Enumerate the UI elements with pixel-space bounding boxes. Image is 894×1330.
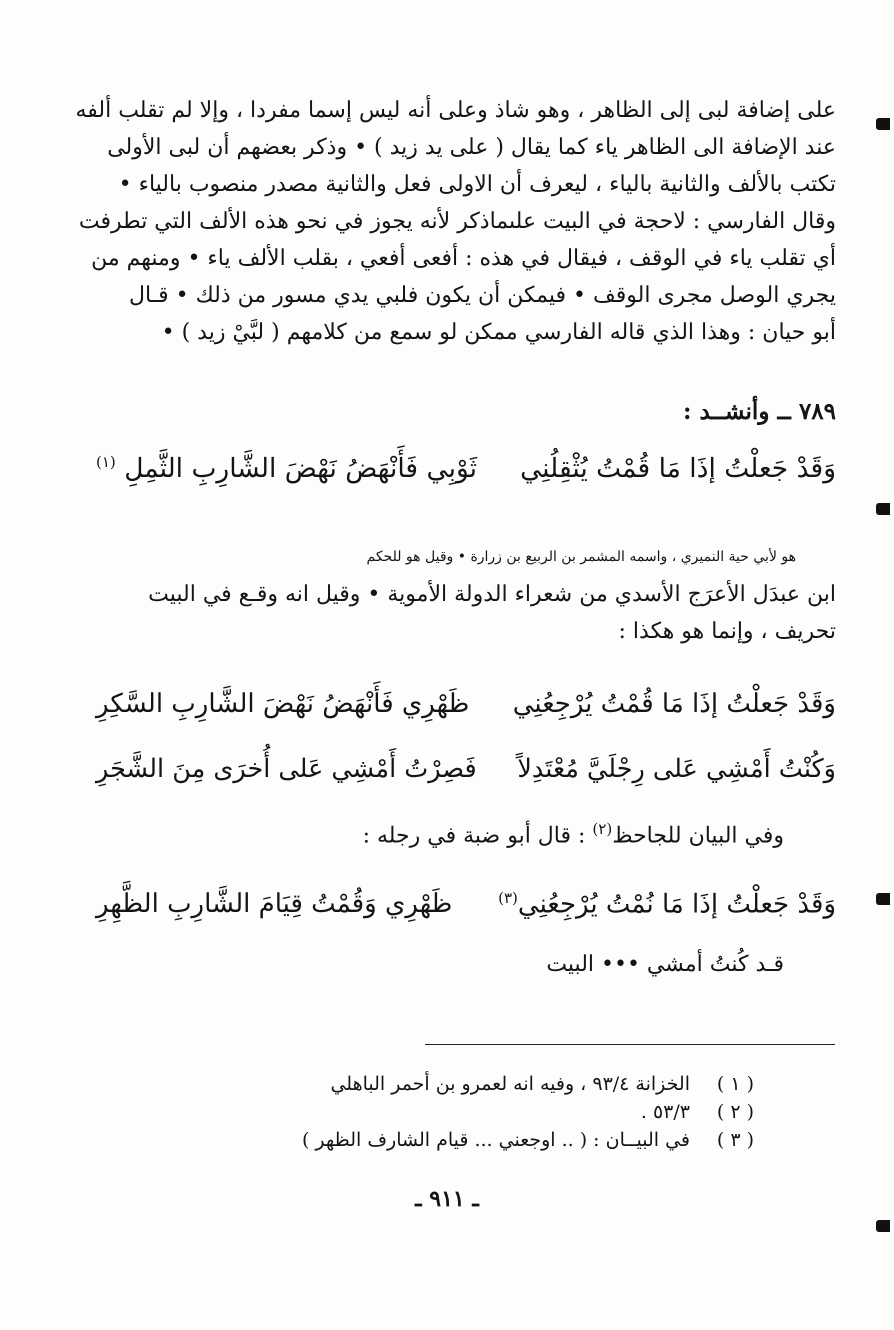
verse-second-hemistich: فَصِرْتُ أَمْشِي عَلى أُخرَى مِنَ الشَّجَرِ (96, 754, 477, 784)
text-line: أي تقلب ياء في الوقف ، فيقال في هذه : أفعى أفعي ، بقلب الألف ياء • ومنهم من (91, 246, 836, 271)
text-line: أبو حيان : وهذا الذي قاله الفارسي ممكن لو سمع من كلامهم ( لبَّيْ زيد ) • (161, 320, 836, 345)
page-number: ـ ٩١١ ـ (415, 1186, 479, 1212)
verse-line-2 (96, 680, 836, 728)
footnote-number: ( ١ ) (716, 1073, 754, 1095)
verse-first-hemistich-text: وَقَدْ جَعلْتُ إذَا مَا نُمْتُ يُرْجِعُنِي (517, 889, 836, 920)
text-line: يجري الوصل مجرى الوقف • فيمكن أن يكون فلبي يدي مسور من ذلك • قـال (129, 283, 836, 308)
footnote-number: ( ٢ ) (716, 1101, 754, 1123)
text-line: تحريف ، وإنما هو هكذا : (618, 619, 836, 644)
commentary-paragraph-2 (51, 539, 836, 650)
footnote-item (302, 1070, 754, 1098)
verse-second-hemistich: ظَهْرِي فَأَنْهَضُ نَهْضَ الشَّارِبِ السَّكِرِ (96, 689, 470, 719)
verse-line-3 (96, 745, 836, 793)
source-intro-line (363, 820, 784, 848)
footnote-marker: (٢) (592, 820, 613, 838)
margin-mark (876, 118, 890, 130)
intro-text: وفي البيان للجاحظ (612, 823, 784, 849)
text-line: على إضافة لبى إلى الظاهر ، وهو شاذ وعلى أنه ليس إسما مفردا ، وإلا لم تقلب ألفه (75, 98, 836, 123)
footnote-separator (425, 1044, 835, 1045)
verse-second-hemistich: ظَهْرِي وَقُمْتُ قِيَامَ الشَّارِبِ الظَّهِرِ (96, 889, 453, 919)
verse-line-1 (96, 444, 836, 492)
footnote-text: ٥٣/٣ . (640, 1101, 690, 1123)
commentary-paragraph-1 (51, 92, 836, 351)
verse-first-hemistich: وَكُنْتُ أَمْشِي عَلى رِجْلَيَّ مُعْتَدِلاً (517, 754, 836, 784)
verse-first-hemistich: وَقَدْ جَعلْتُ إذَا مَا قُمْتُ يُرْجِعُنِي (512, 689, 836, 719)
verse-number-heading: ٧٨٩ ــ وأنشــد : (682, 398, 836, 425)
text-line: عند الإضافة الى الظاهر ياء كما يقال ( على يد زيد ) • وذكر بعضهم أن لبى الأولى (107, 135, 836, 160)
verse-first-hemistich: وَقَدْ جَعلْتُ إذَا مَا قُمْتُ يُثْقِلُنِي (520, 452, 836, 484)
footnotes (302, 1070, 754, 1154)
verse-reference-line: قـد كُنتُ أمشي ••• البيت (546, 952, 784, 977)
text-line: ابن عبدَل الأعرَج الأسدي من شعراء الدولة الأموية • وقيل انه وقـع في البيت (148, 582, 836, 607)
intro-text-rest: : قال أبو ضبة في رجله : (362, 823, 593, 849)
footnote-marker: (١) (96, 452, 116, 471)
margin-mark (876, 1220, 890, 1232)
text-line: هو لأبي حية النميري ، واسمه المشمر بن الربيع بن زرارة • وقيل هو للحكم (366, 549, 796, 565)
verse-first-hemistich (498, 889, 836, 920)
verse-second-hemistich (96, 453, 477, 484)
verse-line-4 (96, 880, 836, 928)
footnote-marker: (٣) (498, 888, 518, 907)
footnote-text: في البيــان : ( .. اوجعني ... قيام الشارف الظهر ) (301, 1129, 690, 1151)
margin-mark (876, 893, 890, 905)
verse-second-hemistich-text: ثَوْبِي فَأَنْهَضُ نَهْضَ الشَّارِبِ الثَّمِلِ (124, 452, 478, 484)
footnote-item (302, 1126, 754, 1154)
text-line: تكتب بالألف والثانية بالياء ، ليعرف أن الاولى فعل والثانية مصدر منصوب بالياء • (118, 172, 836, 197)
footnote-item (302, 1098, 754, 1126)
footnote-text: الخزانة ٩٣/٤ ، وفيه انه لعمرو بن أحمر الباهلي (330, 1073, 690, 1095)
text-line: وقال الفارسي : لاحجة في البيت علىماذكر لأنه يجوز في نحو هذه الألف التي تطرفت (78, 209, 836, 234)
footnote-number: ( ٣ ) (716, 1129, 754, 1151)
margin-mark (876, 503, 890, 515)
